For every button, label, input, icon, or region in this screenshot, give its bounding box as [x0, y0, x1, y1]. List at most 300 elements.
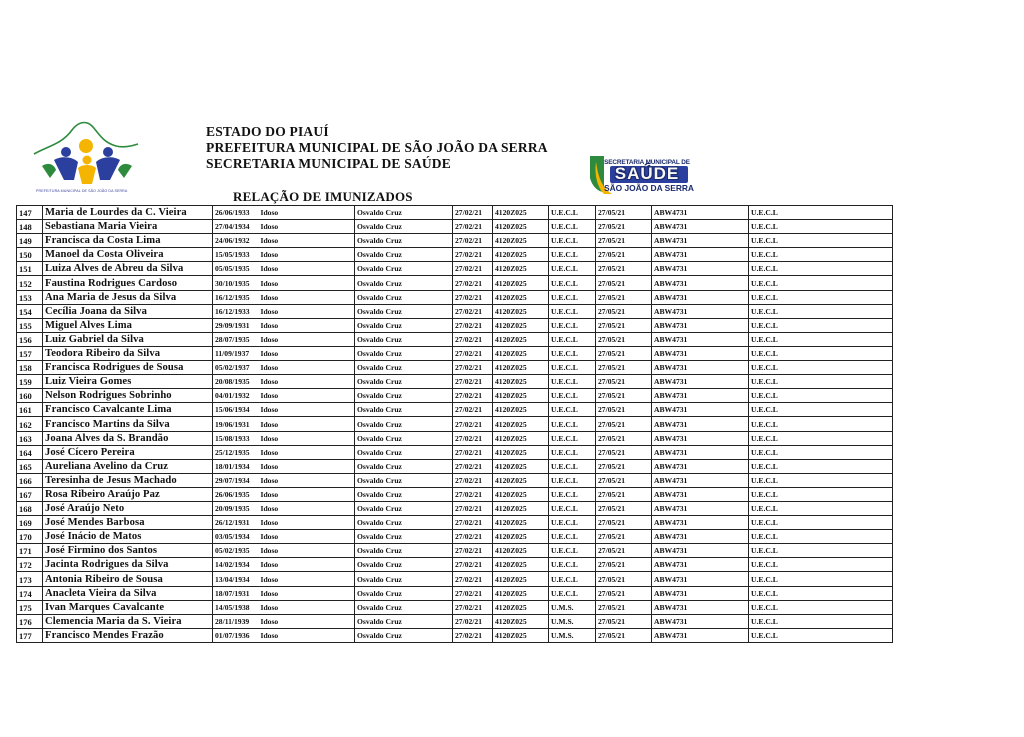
row-number: 165 [17, 459, 43, 473]
prefeitura-logo-caption: PREFEITURA MUNICIPAL DE SÃO JOÃO DA SERRA [36, 188, 128, 194]
first-dose-place: U.E.C.L [549, 459, 596, 473]
header-secretaria: SECRETARIA MUNICIPAL DE SAÚDE [206, 156, 451, 171]
vaccine-name: Osvaldo Cruz [355, 614, 453, 628]
second-dose-place: U.E.C.L [749, 473, 893, 487]
row-number: 169 [17, 516, 43, 530]
second-dose-date: 27/05/21 [596, 530, 652, 544]
row-number: 162 [17, 417, 43, 431]
birth-date: 29/07/1934 [213, 473, 259, 487]
second-lot-number: ABW4731 [652, 304, 749, 318]
lot-number: 4120Z025 [493, 346, 549, 360]
table-row [17, 417, 893, 431]
priority-group: Idoso [259, 431, 355, 445]
second-dose-place: U.E.C.L [749, 431, 893, 445]
first-dose-place: U.M.S. [549, 614, 596, 628]
prefeitura-logo [28, 116, 148, 198]
lot-number: 4120Z025 [493, 375, 549, 389]
row-number: 153 [17, 290, 43, 304]
second-lot-number: ABW4731 [652, 445, 749, 459]
second-lot-number: ABW4731 [652, 614, 749, 628]
second-dose-date: 27/05/21 [596, 572, 652, 586]
vaccine-name: Osvaldo Cruz [355, 431, 453, 445]
patient-name: José Firmino dos Santos [43, 544, 213, 558]
saude-logo-line3: SÃO JOÃO DA SERRA [604, 183, 694, 193]
vaccine-name: Osvaldo Cruz [355, 220, 453, 234]
patient-name: José Araújo Neto [43, 501, 213, 515]
vaccine-name: Osvaldo Cruz [355, 318, 453, 332]
row-number: 152 [17, 276, 43, 290]
birth-date: 01/07/1936 [213, 628, 259, 642]
row-number: 151 [17, 262, 43, 276]
vaccine-name: Osvaldo Cruz [355, 248, 453, 262]
second-lot-number: ABW4731 [652, 389, 749, 403]
first-dose-place: U.E.C.L [549, 572, 596, 586]
priority-group: Idoso [259, 459, 355, 473]
birth-date: 26/06/1935 [213, 487, 259, 501]
first-dose-date: 27/02/21 [453, 318, 493, 332]
table-row [17, 586, 893, 600]
row-number: 147 [17, 206, 43, 220]
second-lot-number: ABW4731 [652, 375, 749, 389]
birth-date: 13/04/1934 [213, 572, 259, 586]
lot-number: 4120Z025 [493, 220, 549, 234]
vaccine-name: Osvaldo Cruz [355, 600, 453, 614]
second-dose-date: 27/05/21 [596, 346, 652, 360]
second-lot-number: ABW4731 [652, 318, 749, 332]
vaccine-name: Osvaldo Cruz [355, 206, 453, 220]
saude-logo [588, 152, 692, 198]
first-dose-date: 27/02/21 [453, 389, 493, 403]
lot-number: 4120Z025 [493, 530, 549, 544]
birth-date: 24/06/1932 [213, 234, 259, 248]
first-dose-place: U.E.C.L [549, 332, 596, 346]
birth-date: 28/11/1939 [213, 614, 259, 628]
priority-group: Idoso [259, 276, 355, 290]
vaccine-name: Osvaldo Cruz [355, 276, 453, 290]
second-dose-date: 27/05/21 [596, 304, 652, 318]
second-dose-date: 27/05/21 [596, 614, 652, 628]
first-dose-date: 27/02/21 [453, 459, 493, 473]
patient-name: Francisco Cavalcante Lima [43, 403, 213, 417]
vaccine-name: Osvaldo Cruz [355, 445, 453, 459]
row-number: 176 [17, 614, 43, 628]
first-dose-place: U.E.C.L [549, 318, 596, 332]
birth-date: 26/12/1931 [213, 516, 259, 530]
vaccine-name: Osvaldo Cruz [355, 487, 453, 501]
birth-date: 16/12/1933 [213, 304, 259, 318]
row-number: 164 [17, 445, 43, 459]
second-dose-date: 27/05/21 [596, 516, 652, 530]
second-dose-date: 27/05/21 [596, 206, 652, 220]
row-number: 177 [17, 628, 43, 642]
row-number: 173 [17, 572, 43, 586]
second-lot-number: ABW4731 [652, 473, 749, 487]
row-number: 157 [17, 346, 43, 360]
priority-group: Idoso [259, 262, 355, 276]
row-number: 166 [17, 473, 43, 487]
second-dose-date: 27/05/21 [596, 290, 652, 304]
lot-number: 4120Z025 [493, 473, 549, 487]
first-dose-date: 27/02/21 [453, 262, 493, 276]
table-row [17, 628, 893, 642]
second-dose-date: 27/05/21 [596, 403, 652, 417]
first-dose-place: U.E.C.L [549, 346, 596, 360]
second-lot-number: ABW4731 [652, 206, 749, 220]
second-lot-number: ABW4731 [652, 459, 749, 473]
birth-date: 18/07/1931 [213, 586, 259, 600]
row-number: 170 [17, 530, 43, 544]
second-lot-number: ABW4731 [652, 516, 749, 530]
vaccine-name: Osvaldo Cruz [355, 417, 453, 431]
table-row [17, 318, 893, 332]
lot-number: 4120Z025 [493, 459, 549, 473]
second-dose-date: 27/05/21 [596, 487, 652, 501]
patient-name: Francisco Martins da Silva [43, 417, 213, 431]
first-dose-place: U.E.C.L [549, 206, 596, 220]
second-lot-number: ABW4731 [652, 530, 749, 544]
second-lot-number: ABW4731 [652, 361, 749, 375]
priority-group: Idoso [259, 487, 355, 501]
priority-group: Idoso [259, 501, 355, 515]
immunized-table [16, 205, 893, 643]
table-row [17, 220, 893, 234]
first-dose-place: U.E.C.L [549, 361, 596, 375]
second-lot-number: ABW4731 [652, 628, 749, 642]
vaccine-name: Osvaldo Cruz [355, 290, 453, 304]
first-dose-date: 27/02/21 [453, 248, 493, 262]
priority-group: Idoso [259, 403, 355, 417]
birth-date: 14/05/1938 [213, 600, 259, 614]
second-dose-date: 27/05/21 [596, 318, 652, 332]
priority-group: Idoso [259, 332, 355, 346]
table-row [17, 346, 893, 360]
table-row [17, 487, 893, 501]
second-lot-number: ABW4731 [652, 248, 749, 262]
first-dose-date: 27/02/21 [453, 431, 493, 445]
row-number: 163 [17, 431, 43, 445]
table-row [17, 473, 893, 487]
second-dose-place: U.E.C.L [749, 459, 893, 473]
saude-logo-line2: SAÚDE [614, 164, 680, 183]
birth-date: 03/05/1934 [213, 530, 259, 544]
second-dose-date: 27/05/21 [596, 558, 652, 572]
second-dose-date: 27/05/21 [596, 473, 652, 487]
lot-number: 4120Z025 [493, 403, 549, 417]
second-dose-place: U.E.C.L [749, 530, 893, 544]
first-dose-place: U.E.C.L [549, 516, 596, 530]
birth-date: 15/08/1933 [213, 431, 259, 445]
second-lot-number: ABW4731 [652, 558, 749, 572]
table-row [17, 614, 893, 628]
first-dose-place: U.E.C.L [549, 544, 596, 558]
patient-name: Teodora Ribeiro da Silva [43, 346, 213, 360]
lot-number: 4120Z025 [493, 487, 549, 501]
vaccine-name: Osvaldo Cruz [355, 501, 453, 515]
patient-name: Sebastiana Maria Vieira [43, 220, 213, 234]
second-dose-place: U.E.C.L [749, 248, 893, 262]
patient-name: Luiza Alves de Abreu da Silva [43, 262, 213, 276]
first-dose-place: U.E.C.L [549, 431, 596, 445]
birth-date: 05/05/1935 [213, 262, 259, 276]
lot-number: 4120Z025 [493, 304, 549, 318]
lot-number: 4120Z025 [493, 431, 549, 445]
second-dose-date: 27/05/21 [596, 544, 652, 558]
row-number: 171 [17, 544, 43, 558]
first-dose-date: 27/02/21 [453, 501, 493, 515]
row-number: 155 [17, 318, 43, 332]
table-row [17, 403, 893, 417]
first-dose-date: 27/02/21 [453, 445, 493, 459]
priority-group: Idoso [259, 304, 355, 318]
first-dose-place: U.E.C.L [549, 220, 596, 234]
lot-number: 4120Z025 [493, 318, 549, 332]
second-lot-number: ABW4731 [652, 586, 749, 600]
patient-name: Jacinta Rodrigues da Silva [43, 558, 213, 572]
first-dose-place: U.E.C.L [549, 290, 596, 304]
second-dose-place: U.E.C.L [749, 206, 893, 220]
birth-date: 18/01/1934 [213, 459, 259, 473]
birth-date: 20/09/1935 [213, 501, 259, 515]
table-row [17, 361, 893, 375]
first-dose-date: 27/02/21 [453, 628, 493, 642]
first-dose-date: 27/02/21 [453, 516, 493, 530]
birth-date: 15/05/1933 [213, 248, 259, 262]
patient-name: Nelson Rodrigues Sobrinho [43, 389, 213, 403]
first-dose-date: 27/02/21 [453, 361, 493, 375]
patient-name: Teresinha de Jesus Machado [43, 473, 213, 487]
second-dose-date: 27/05/21 [596, 501, 652, 515]
second-dose-place: U.E.C.L [749, 304, 893, 318]
second-dose-date: 27/05/21 [596, 262, 652, 276]
lot-number: 4120Z025 [493, 614, 549, 628]
birth-date: 15/06/1934 [213, 403, 259, 417]
first-dose-place: U.E.C.L [549, 389, 596, 403]
vaccine-name: Osvaldo Cruz [355, 375, 453, 389]
priority-group: Idoso [259, 445, 355, 459]
row-number: 168 [17, 501, 43, 515]
row-number: 161 [17, 403, 43, 417]
first-dose-place: U.M.S. [549, 628, 596, 642]
document-header [206, 124, 548, 172]
second-dose-place: U.E.C.L [749, 262, 893, 276]
priority-group: Idoso [259, 248, 355, 262]
patient-name: Luiz Vieira Gomes [43, 375, 213, 389]
first-dose-place: U.E.C.L [549, 558, 596, 572]
table-row [17, 262, 893, 276]
second-dose-date: 27/05/21 [596, 445, 652, 459]
lot-number: 4120Z025 [493, 206, 549, 220]
table-row [17, 375, 893, 389]
birth-date: 11/09/1937 [213, 346, 259, 360]
first-dose-date: 27/02/21 [453, 206, 493, 220]
lot-number: 4120Z025 [493, 516, 549, 530]
vaccine-name: Osvaldo Cruz [355, 389, 453, 403]
first-dose-date: 27/02/21 [453, 332, 493, 346]
patient-name: Cecília Joana da Silva [43, 304, 213, 318]
patient-name: Francisco Mendes Frazão [43, 628, 213, 642]
first-dose-date: 27/02/21 [453, 530, 493, 544]
table-row [17, 530, 893, 544]
second-lot-number: ABW4731 [652, 220, 749, 234]
vaccine-name: Osvaldo Cruz [355, 572, 453, 586]
lot-number: 4120Z025 [493, 332, 549, 346]
lot-number: 4120Z025 [493, 544, 549, 558]
first-dose-date: 27/02/21 [453, 304, 493, 318]
lot-number: 4120Z025 [493, 361, 549, 375]
patient-name: Rosa Ribeiro Araújo Paz [43, 487, 213, 501]
immunized-table-body [17, 206, 893, 643]
vaccine-name: Osvaldo Cruz [355, 586, 453, 600]
lot-number: 4120Z025 [493, 417, 549, 431]
table-row [17, 572, 893, 586]
row-number: 148 [17, 220, 43, 234]
second-dose-place: U.E.C.L [749, 628, 893, 642]
patient-name: Luiz Gabriel da Silva [43, 332, 213, 346]
second-dose-place: U.E.C.L [749, 600, 893, 614]
table-row [17, 431, 893, 445]
patient-name: Manoel da Costa Oliveira [43, 248, 213, 262]
first-dose-place: U.E.C.L [549, 403, 596, 417]
vaccine-name: Osvaldo Cruz [355, 628, 453, 642]
lot-number: 4120Z025 [493, 586, 549, 600]
priority-group: Idoso [259, 290, 355, 304]
second-lot-number: ABW4731 [652, 431, 749, 445]
row-number: 154 [17, 304, 43, 318]
table-row [17, 276, 893, 290]
second-dose-place: U.E.C.L [749, 501, 893, 515]
second-dose-date: 27/05/21 [596, 459, 652, 473]
vaccine-name: Osvaldo Cruz [355, 516, 453, 530]
row-number: 150 [17, 248, 43, 262]
table-row [17, 389, 893, 403]
first-dose-date: 27/02/21 [453, 375, 493, 389]
second-dose-place: U.E.C.L [749, 375, 893, 389]
priority-group: Idoso [259, 389, 355, 403]
second-dose-date: 27/05/21 [596, 389, 652, 403]
patient-name: José Inácio de Matos [43, 530, 213, 544]
second-dose-place: U.E.C.L [749, 290, 893, 304]
lot-number: 4120Z025 [493, 389, 549, 403]
lot-number: 4120Z025 [493, 248, 549, 262]
table-row [17, 304, 893, 318]
first-dose-date: 27/02/21 [453, 417, 493, 431]
birth-date: 05/02/1935 [213, 544, 259, 558]
first-dose-place: U.E.C.L [549, 375, 596, 389]
second-dose-place: U.E.C.L [749, 586, 893, 600]
patient-name: Miguel Alves Lima [43, 318, 213, 332]
second-dose-place: U.E.C.L [749, 276, 893, 290]
first-dose-place: U.E.C.L [549, 473, 596, 487]
second-dose-date: 27/05/21 [596, 234, 652, 248]
table-row [17, 459, 893, 473]
priority-group: Idoso [259, 530, 355, 544]
lot-number: 4120Z025 [493, 445, 549, 459]
second-dose-place: U.E.C.L [749, 346, 893, 360]
patient-name: Aureliana Avelino da Cruz [43, 459, 213, 473]
vaccine-name: Osvaldo Cruz [355, 530, 453, 544]
lot-number: 4120Z025 [493, 290, 549, 304]
row-number: 160 [17, 389, 43, 403]
first-dose-date: 27/02/21 [453, 614, 493, 628]
patient-name: Clemencia Maria da S. Vieira [43, 614, 213, 628]
birth-date: 20/08/1935 [213, 375, 259, 389]
first-dose-place: U.E.C.L [549, 276, 596, 290]
first-dose-place: U.E.C.L [549, 304, 596, 318]
lot-number: 4120Z025 [493, 572, 549, 586]
lot-number: 4120Z025 [493, 276, 549, 290]
second-lot-number: ABW4731 [652, 501, 749, 515]
row-number: 156 [17, 332, 43, 346]
second-lot-number: ABW4731 [652, 234, 749, 248]
birth-date: 05/02/1937 [213, 361, 259, 375]
first-dose-place: U.E.C.L [549, 417, 596, 431]
first-dose-place: U.E.C.L [549, 445, 596, 459]
patient-name: Maria de Lourdes da C. Vieira [43, 206, 213, 220]
lot-number: 4120Z025 [493, 262, 549, 276]
priority-group: Idoso [259, 206, 355, 220]
lot-number: 4120Z025 [493, 600, 549, 614]
first-dose-date: 27/02/21 [453, 558, 493, 572]
first-dose-date: 27/02/21 [453, 473, 493, 487]
birth-date: 30/10/1935 [213, 276, 259, 290]
first-dose-place: U.E.C.L [549, 248, 596, 262]
table-row [17, 234, 893, 248]
priority-group: Idoso [259, 375, 355, 389]
priority-group: Idoso [259, 600, 355, 614]
second-dose-date: 27/05/21 [596, 600, 652, 614]
priority-group: Idoso [259, 628, 355, 642]
patient-name: José Mendes Barbosa [43, 516, 213, 530]
priority-group: Idoso [259, 544, 355, 558]
second-dose-place: U.E.C.L [749, 403, 893, 417]
second-dose-place: U.E.C.L [749, 572, 893, 586]
second-dose-date: 27/05/21 [596, 220, 652, 234]
second-dose-place: U.E.C.L [749, 318, 893, 332]
second-dose-place: U.E.C.L [749, 417, 893, 431]
prefeitura-emblem-icon [28, 116, 148, 188]
birth-date: 25/12/1935 [213, 445, 259, 459]
birth-date: 14/02/1934 [213, 558, 259, 572]
first-dose-date: 27/02/21 [453, 346, 493, 360]
priority-group: Idoso [259, 346, 355, 360]
table-row [17, 206, 893, 220]
second-lot-number: ABW4731 [652, 290, 749, 304]
first-dose-date: 27/02/21 [453, 544, 493, 558]
first-dose-date: 27/02/21 [453, 234, 493, 248]
second-dose-place: U.E.C.L [749, 544, 893, 558]
priority-group: Idoso [259, 572, 355, 586]
second-lot-number: ABW4731 [652, 346, 749, 360]
second-dose-place: U.E.C.L [749, 614, 893, 628]
patient-name: Faustina Rodrigues Cardoso [43, 276, 213, 290]
vaccine-name: Osvaldo Cruz [355, 361, 453, 375]
first-dose-place: U.E.C.L [549, 262, 596, 276]
table-row [17, 290, 893, 304]
first-dose-place: U.E.C.L [549, 530, 596, 544]
vaccine-name: Osvaldo Cruz [355, 332, 453, 346]
vaccine-name: Osvaldo Cruz [355, 346, 453, 360]
vaccine-name: Osvaldo Cruz [355, 459, 453, 473]
priority-group: Idoso [259, 234, 355, 248]
birth-date: 28/07/1935 [213, 332, 259, 346]
row-number: 149 [17, 234, 43, 248]
second-dose-place: U.E.C.L [749, 445, 893, 459]
second-dose-place: U.E.C.L [749, 234, 893, 248]
second-lot-number: ABW4731 [652, 276, 749, 290]
patient-name: José Cícero Pereira [43, 445, 213, 459]
priority-group: Idoso [259, 318, 355, 332]
second-dose-place: U.E.C.L [749, 389, 893, 403]
